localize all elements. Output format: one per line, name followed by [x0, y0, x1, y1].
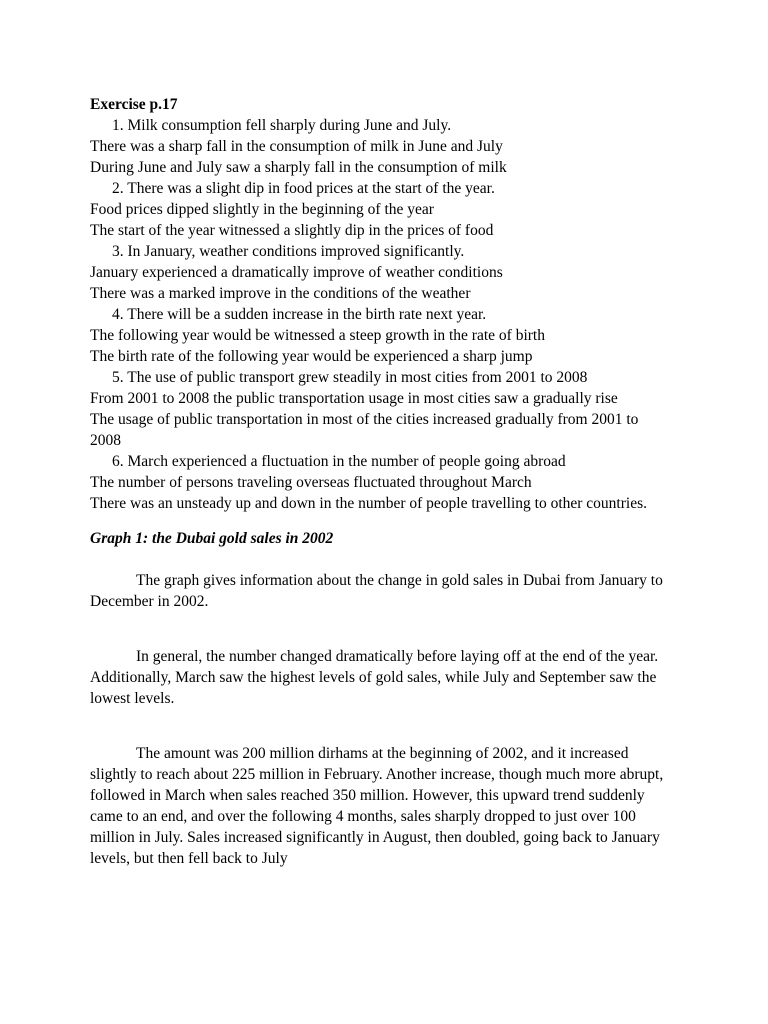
exercise-number: 1. — [112, 117, 124, 134]
graph-paragraph-details: The amount was 200 million dirhams at the beginning of 2002, and it increased slightly to reach about 225 million in February. Another increase, though much more abrupt, followed in March when sales reached 350 million. However, this upward trend suddenly came to an end, and over the following 4 months, sales sharply dropped to just over 100 million in July. Sales increased significantly in August, then doubled, going back to January levels, but then fell back to July — [90, 745, 664, 867]
exercise-number: 6. — [112, 453, 124, 470]
exercise-rewrite: There was an unsteady up and down in the number of people travelling to other countries. — [90, 495, 647, 512]
exercise-item-4 — [90, 304, 670, 367]
graph-paragraph-overview: In general, the number changed dramatically before laying off at the end of the year. Additionally, March saw the highest levels of gold sales, while July and September saw the lowest levels. — [90, 648, 659, 707]
exercise-number: 2. — [112, 180, 124, 197]
exercise-rewrite: Food prices dipped slightly in the beginning of the year — [90, 201, 434, 218]
graph-paragraph-intro: The graph gives information about the change in gold sales in Dubai from January to December in 2002. — [90, 572, 663, 610]
exercise-rewrite: There was a marked improve in the conditions of the weather — [90, 285, 471, 302]
exercise-item-2 — [90, 178, 670, 241]
exercise-rewrite: The following year would be witnessed a steep growth in the rate of birth — [90, 327, 545, 344]
exercise-sentence — [90, 451, 670, 472]
exercise-sentence — [90, 241, 670, 262]
exercise-sentence — [90, 178, 670, 199]
exercise-item-3 — [90, 241, 670, 304]
exercise-sentence — [90, 115, 670, 136]
exercise-rewrite: During June and July saw a sharply fall in the consumption of milk — [90, 159, 507, 176]
document-page — [90, 94, 670, 869]
exercise-rewrite: January experienced a dramatically improve of weather conditions — [90, 264, 503, 281]
exercise-text: The use of public transport grew steadily in most cities from 2001 to 2008 — [127, 369, 588, 386]
exercise-sentence — [90, 367, 670, 388]
exercise-heading: Exercise p.17 — [90, 96, 178, 113]
exercise-number: 3. — [112, 243, 124, 260]
exercise-rewrite: The start of the year witnessed a slightly dip in the prices of food — [90, 222, 494, 239]
exercise-text: In January, weather conditions improved significantly. — [127, 243, 465, 260]
exercise-number: 4. — [112, 306, 124, 323]
exercise-item-1 — [90, 115, 670, 178]
exercise-item-5 — [90, 367, 670, 451]
exercise-rewrite: There was a sharp fall in the consumption of milk in June and July — [90, 138, 503, 155]
exercise-rewrite: From 2001 to 2008 the public transportation usage in most cities saw a gradually rise — [90, 390, 618, 407]
exercise-sentence — [90, 304, 670, 325]
exercise-item-6 — [90, 451, 670, 514]
exercise-rewrite: The usage of public transportation in most of the cities increased gradually from 2001 to 2008 — [90, 411, 639, 449]
exercise-text: There will be a sudden increase in the birth rate next year. — [127, 306, 487, 323]
exercise-text: March experienced a fluctuation in the number of people going abroad — [127, 453, 566, 470]
exercise-rewrite: The number of persons traveling overseas fluctuated throughout March — [90, 474, 532, 491]
exercise-text: There was a slight dip in food prices at the start of the year. — [127, 180, 495, 197]
exercise-text: Milk consumption fell sharply during June and July. — [127, 117, 452, 134]
graph-title: Graph 1: the Dubai gold sales in 2002 — [90, 530, 334, 547]
exercise-rewrite: The birth rate of the following year would be experienced a sharp jump — [90, 348, 533, 365]
exercise-number: 5. — [112, 369, 124, 386]
